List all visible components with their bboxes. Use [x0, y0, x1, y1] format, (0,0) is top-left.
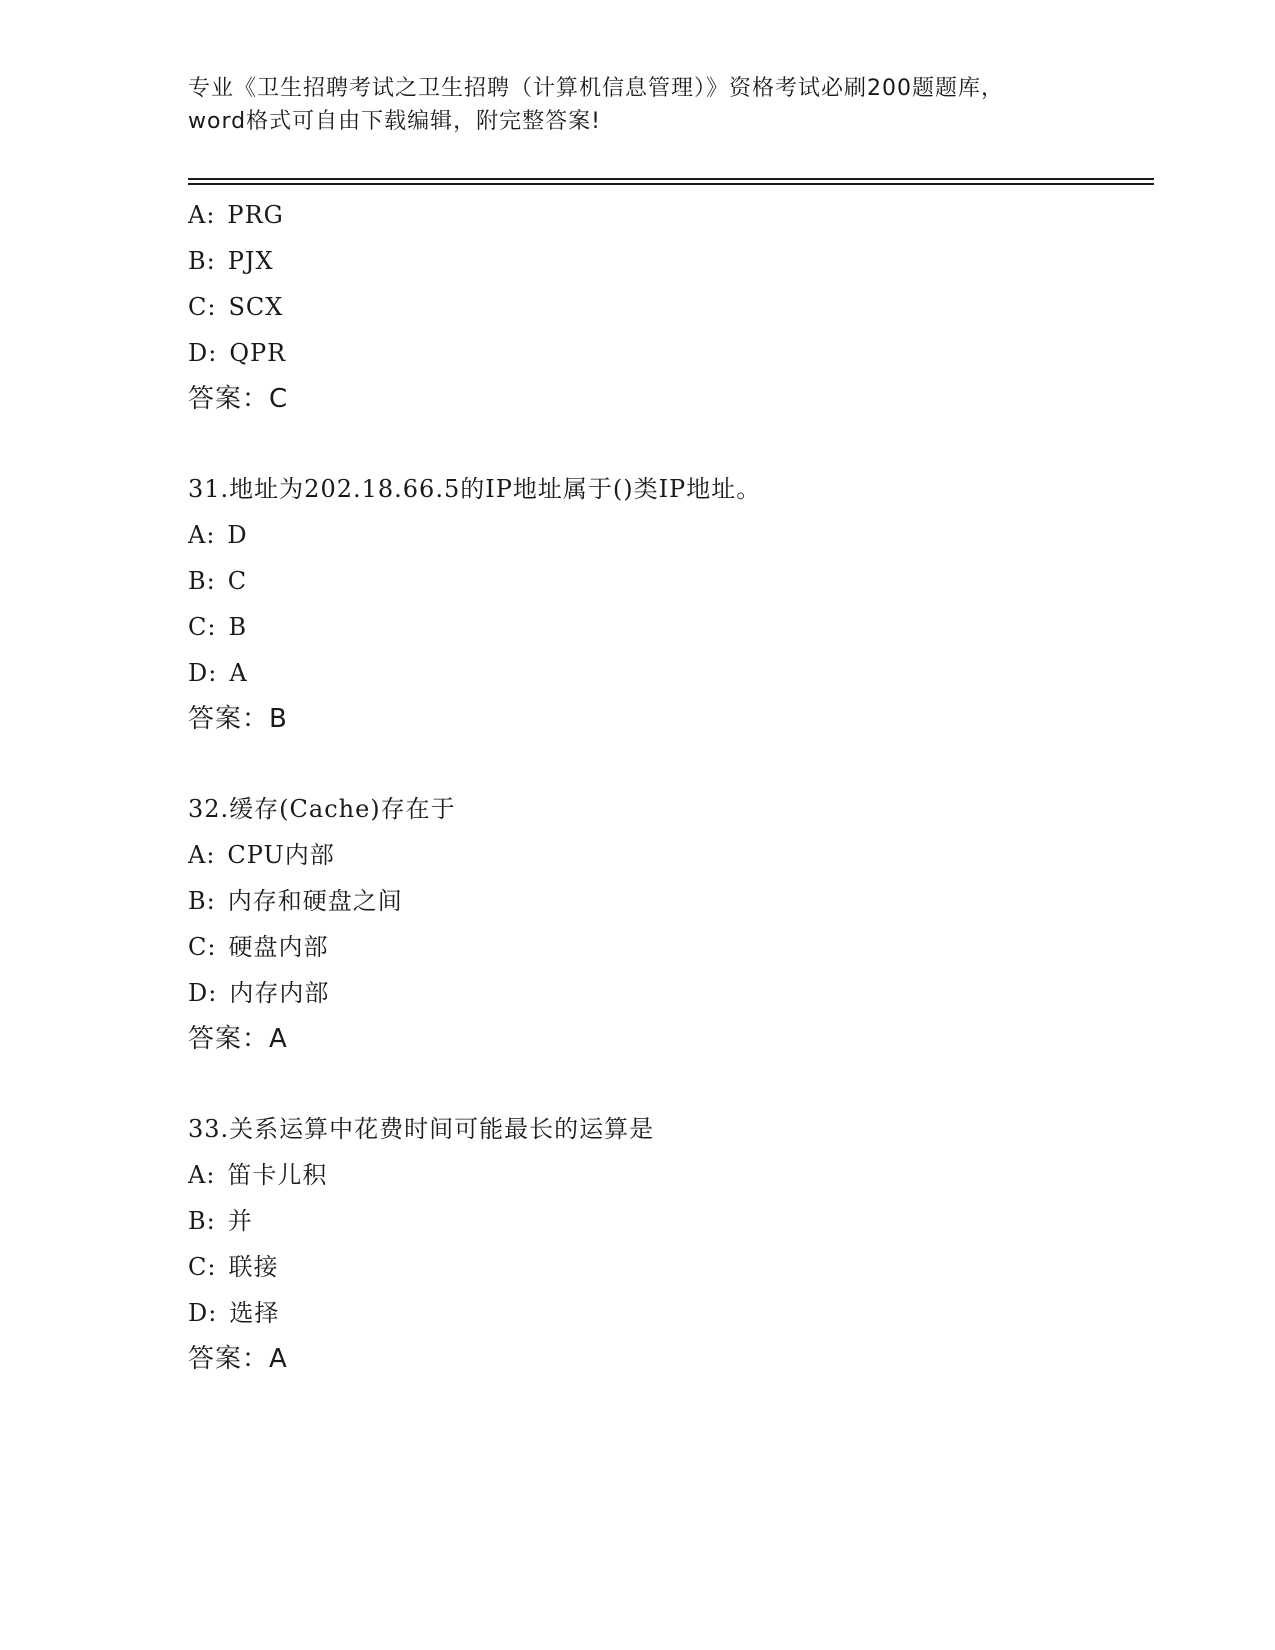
header-line-2: word格式可自由下载编辑，附完整答案!: [188, 109, 601, 134]
header-divider-top: [188, 178, 1154, 180]
question-text: 缓存(Cache)存在于: [229, 795, 456, 823]
option-label: D:: [188, 1299, 218, 1327]
option-label: D:: [188, 339, 218, 367]
option-row: [188, 284, 1148, 330]
answer-line: 答案：C: [188, 384, 289, 414]
option-row: [188, 970, 1148, 1016]
spacer: [188, 422, 1148, 466]
option-row: [188, 924, 1148, 970]
option-text: D: [227, 521, 248, 549]
option-label: B:: [188, 247, 216, 275]
option-row: [188, 558, 1148, 604]
option-label: D:: [188, 979, 218, 1007]
question-block-partial: [188, 192, 1148, 422]
option-label: B:: [188, 887, 216, 915]
option-label: A:: [188, 201, 216, 229]
option-label: C:: [188, 1253, 217, 1281]
option-text: QPR: [229, 339, 287, 367]
option-row: [188, 1290, 1148, 1336]
answer-line: 答案：A: [188, 1024, 288, 1054]
question-text: 关系运算中花费时间可能最长的运算是: [229, 1115, 655, 1143]
page-header: [188, 72, 1088, 138]
option-text: A: [229, 659, 248, 687]
option-label: A:: [188, 1161, 216, 1189]
option-text: 联接: [228, 1253, 279, 1281]
option-label: B:: [188, 1207, 216, 1235]
option-text: PJX: [227, 247, 274, 275]
option-text: PRG: [227, 201, 284, 229]
question-number: 31.: [188, 475, 230, 503]
option-row: [188, 192, 1148, 238]
question-number: 32.: [188, 795, 230, 823]
option-text: 内存和硬盘之间: [227, 887, 403, 915]
answer-line: 答案：A: [188, 1344, 288, 1374]
spacer: [188, 1062, 1148, 1106]
option-text: 并: [227, 1207, 253, 1235]
option-row: [188, 650, 1148, 696]
option-label: B:: [188, 567, 216, 595]
option-text: 硬盘内部: [228, 933, 329, 961]
option-row: [188, 512, 1148, 558]
option-text: 内存内部: [229, 979, 330, 1007]
question-text: 地址为202.18.66.5的IP地址属于()类IP地址。: [229, 475, 762, 503]
option-row: [188, 878, 1148, 924]
spacer: [188, 742, 1148, 786]
option-row: [188, 1198, 1148, 1244]
question-title: [188, 786, 1148, 832]
question-block-33: [188, 1106, 1148, 1382]
answer-line: 答案：B: [188, 704, 288, 734]
option-label: C:: [188, 933, 217, 961]
option-label: C:: [188, 293, 217, 321]
question-list: [188, 192, 1148, 1382]
option-label: D:: [188, 659, 218, 687]
question-title: [188, 466, 1148, 512]
option-label: A:: [188, 521, 216, 549]
option-label: A:: [188, 841, 216, 869]
option-row: [188, 1244, 1148, 1290]
header-line-1: 专业《卫生招聘考试之卫生招聘（计算机信息管理）》资格考试必刷200题题库，: [188, 76, 1004, 101]
option-row: [188, 238, 1148, 284]
option-row: [188, 330, 1148, 376]
option-text: SCX: [228, 293, 284, 321]
question-number: 33.: [188, 1115, 230, 1143]
option-row: [188, 1152, 1148, 1198]
option-label: C:: [188, 613, 217, 641]
option-text: C: [227, 567, 248, 595]
option-row: [188, 832, 1148, 878]
question-block-31: [188, 466, 1148, 742]
option-text: 选择: [229, 1299, 280, 1327]
option-text: 笛卡儿积: [227, 1161, 328, 1189]
option-text: CPU内部: [227, 841, 335, 869]
question-title: [188, 1106, 1148, 1152]
question-block-32: [188, 786, 1148, 1062]
header-divider-bottom: [188, 183, 1154, 185]
option-text: B: [228, 613, 248, 641]
option-row: [188, 604, 1148, 650]
